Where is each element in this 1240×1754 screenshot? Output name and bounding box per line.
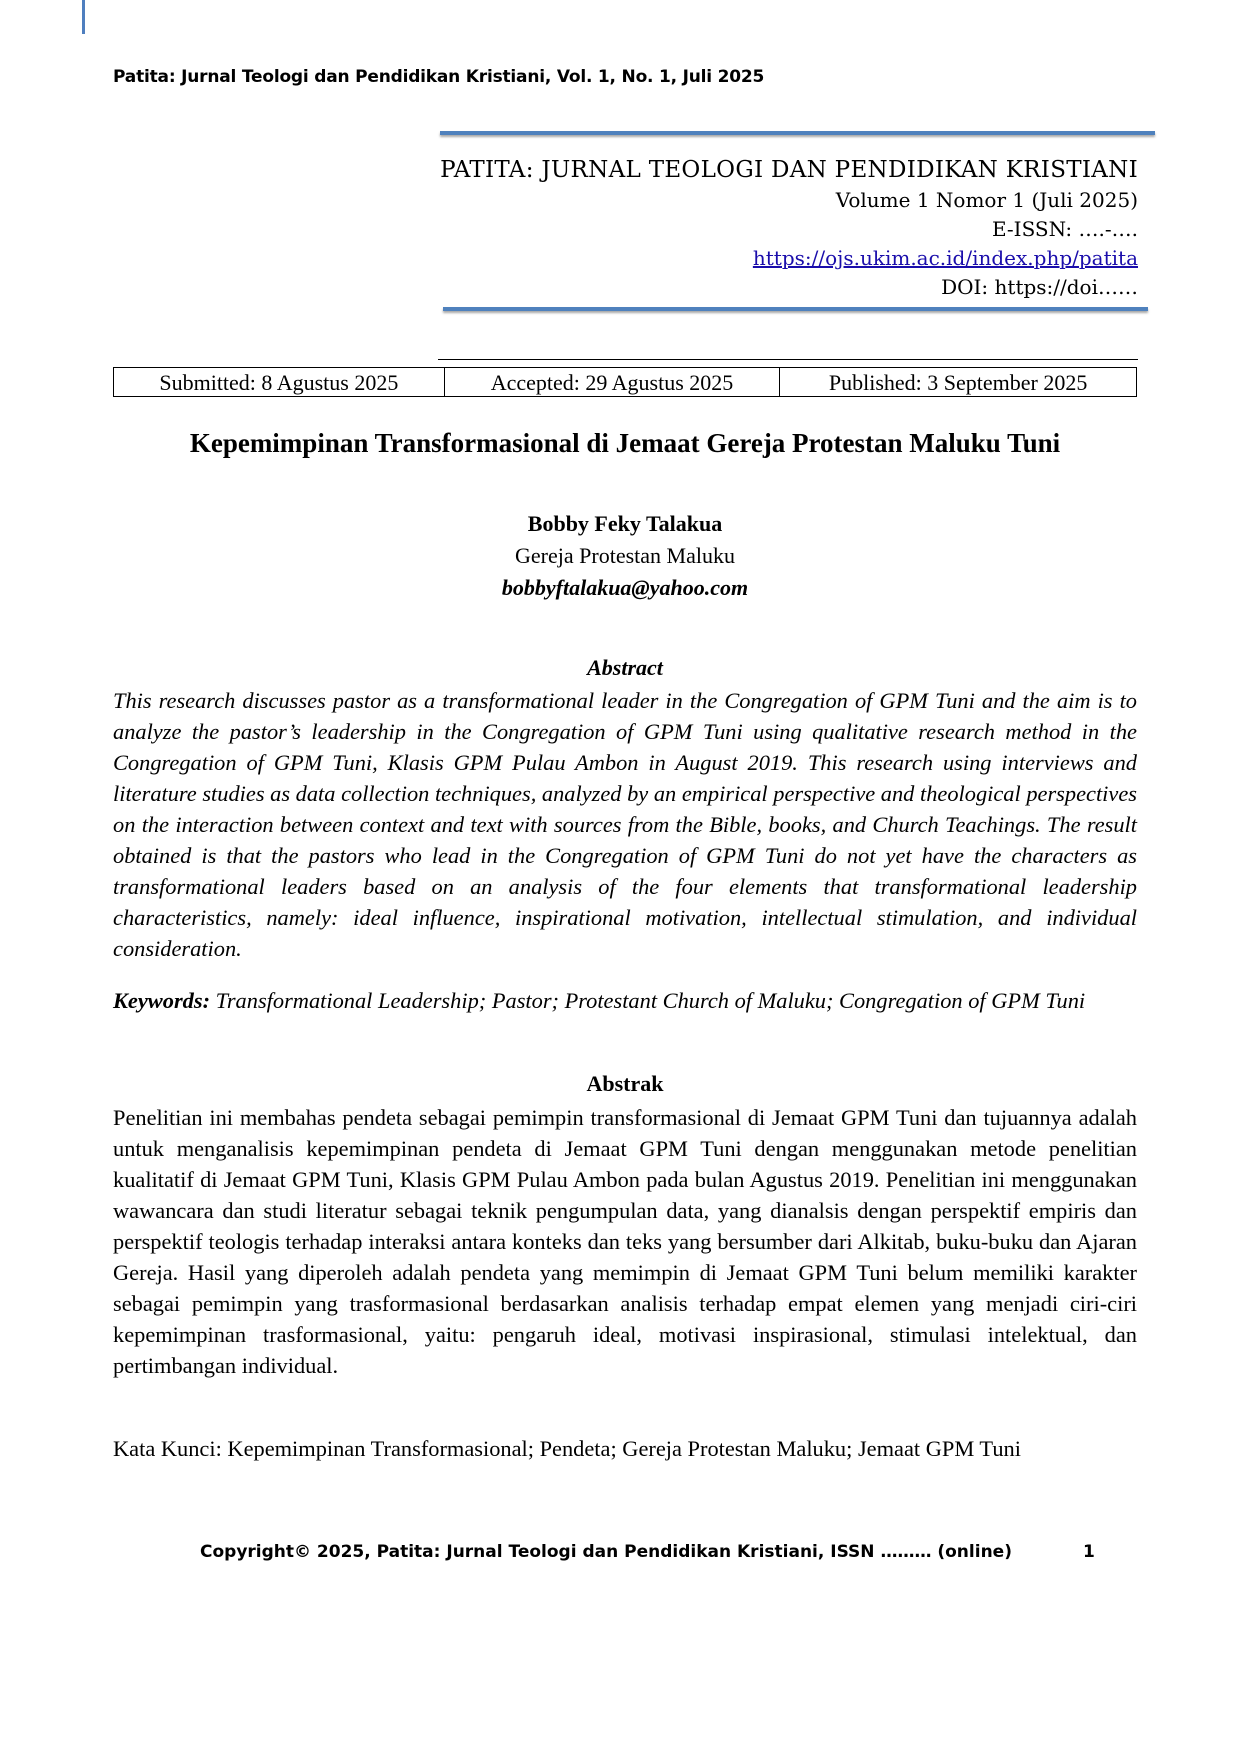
author-block [113,508,1137,604]
footer-copyright: Copyright© 2025, Patita: Jurnal Teologi dan Pendidikan Kristiani, ISSN ……… (online) [200,1542,1012,1562]
abstract-english: This research discusses pastor as a transformational leader in the Congregation of GPM Tuni and the aim is to analyze the pastor’s leadership in the Congregation of GPM Tuni using qualitative research method in the Congregation of GPM Tuni, Klasis GPM Pulau Ambon in August 2019. This research using interviews and literature studies as data collection techniques, analyzed by an empirical perspective and theological perspectives on the interaction between context and text with sources from the Bible, books, and Church Teachings. The result obtained is that the pastors who lead in the Congregation of GPM Tuni do not yet have the characters as transformational leaders based on an analysis of the four elements that transformational leadership characteristics, namely: ideal influence, inspirational motivation, intellectual stimulation, and individual consideration. [113,688,1137,961]
keywords-list: Transformational Leadership; Pastor; Protestant Church of Maluku; Congregation of GPM Tuni [210,988,1086,1013]
author-email: bobbyftalakua@yahoo.com [501,575,749,600]
publication-dates-table [113,367,1137,397]
abstrak-heading: Abstrak [586,1071,664,1096]
author-name: Bobby Feky Talakua [527,511,723,536]
published-date: Published: 3 September 2025 [780,368,1137,397]
accepted-date: Accepted: 29 Agustus 2025 [444,368,780,397]
header-rule-bottom [443,307,1148,311]
journal-eissn: E-ISSN: ….-…. [991,217,1138,241]
keywords-english [113,985,1137,1016]
page-number: 1 [1083,1542,1095,1562]
running-head: Patita: Jurnal Teologi dan Pendidikan Kristiani, Vol. 1, No. 1, Juli 2025 [113,67,765,87]
author-affiliation: Gereja Protestan Maluku [515,543,735,568]
header-rule-top [440,131,1155,135]
paper-title: Kepemimpinan Transformasional di Jemaat Gereja Protestan Maluku Tuni [189,428,1061,458]
underscore-rule [438,359,1138,360]
journal-title: PATITA: JURNAL TEOLOGI DAN PENDIDIKAN KRISTIANI [440,157,1138,183]
corner-accent-bar [82,0,85,34]
keywords-label: Keywords: [113,988,211,1013]
abstract-heading: Abstract [587,655,663,680]
journal-doi: DOI: https://doi…… [941,275,1138,299]
submitted-date: Submitted: 8 Agustus 2025 [114,368,445,397]
journal-url-link[interactable]: https://ojs.ukim.ac.id/index.php/patita [752,246,1138,270]
abstract-indonesian: Penelitian ini membahas pendeta sebagai pemimpin transformasional di Jemaat GPM Tuni dan tujuannya adalah untuk menganalisis kepemimpinan pendeta di Jemaat GPM Tuni dengan menggunakan metode penelitian kualitatif di Jemaat GPM Tuni, Klasis GPM Pulau Ambon pada bulan Agustus 2019. Penelitian ini menggunakan wawancara dan studi literatur sebagai teknik pengumpulan data, yang dianalsis dengan perspektif empiris dan perspektif teologis terhadap interaksi antara konteks dan teks yang bersumber dari Alkitab, buku-buku dan Ajaran Gereja. Hasil yang diperoleh adalah pendeta yang memimpin di Jemaat GPM Tuni belum memiliki karakter sebagai pemimpin yang trasformasional berdasarkan analisis terhadap empat elemen yang menjadi ciri-ciri kepemimpinan trasformasional, yaitu: pengaruh ideal, motivasi inspirasional, stimulasi intelektual, dan pertimbangan individual. [113,1105,1137,1378]
journal-volume: Volume 1 Nomor 1 (Juli 2025) [835,188,1138,212]
dates-row [114,368,1137,397]
kata-kunci: Kata Kunci: Kepemimpinan Transformasional; Pendeta; Gereja Protestan Maluku; Jemaat GPM Tuni [113,1436,1021,1461]
journal-info-block [440,154,1138,302]
